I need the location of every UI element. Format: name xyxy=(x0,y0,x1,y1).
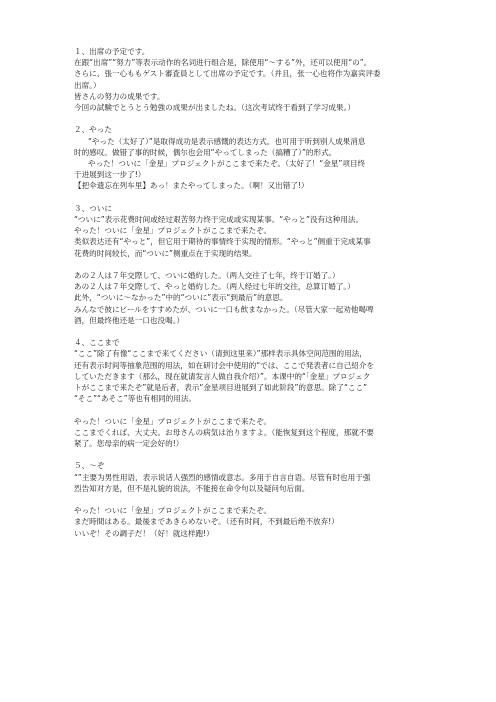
paragraph-line: 此外，“ついに～なかった”中的“ついに”表示“到最后”的意思。 xyxy=(74,293,288,303)
paragraph-line: 皆さんの努力の成果です。 xyxy=(74,91,165,101)
paragraph-line: やった！ついに「金星」プロジェクトがここまで来たぞ。（太好了！“金星”项目终 xyxy=(88,159,366,169)
paragraph-line: “やった（太好了）”是取得成功是表示感慨的表达方式。也可用于听到别人成果消息 xyxy=(88,136,366,146)
paragraph-line: “ついに”表示花费时间或经过艰苦努力终于完成或实现某事。“やっと”没有这种用法。 xyxy=(74,215,364,225)
paragraph-line: やった！ついに「金星」プロジェクトがここまで来たぞ。 xyxy=(74,416,272,426)
paragraph-line: 在跟“出席”“努力”等表示动作的名词进行组合是，除使用“～する”外，还可以使用“の”。 xyxy=(74,58,372,68)
section-spacer xyxy=(74,113,434,124)
document-page xyxy=(74,46,434,539)
paragraph-line xyxy=(74,259,434,270)
paragraph-line: 花费的时间较长，而“ついに”侧重点在于实现的结果。 xyxy=(74,248,257,258)
paragraph-line: 时的感叹。做错了事的时候，偶尔也会用“やってしまった（搞糟了）”的形式。 xyxy=(74,147,337,157)
paragraph-line: 还有表示时间等抽象范围的用法，如在研讨会中使用的“では、ここで発表者に自己紹介を xyxy=(74,360,375,370)
paragraph-line: ここまでくれば、大丈夫。お母さんの病気は治りますよ。（能恢复到这个程度，那就不要 xyxy=(74,427,374,437)
paragraph-line: やった！ついに「金星」プロジェクトがここまで来たぞ。 xyxy=(74,506,272,516)
paragraph-line: していただきます（那么，现在就请发言人做自我介绍）”。本课中的“「金星」プロジェク xyxy=(74,371,371,381)
paragraph-line: 【把伞遗忘在列车里】あっ！またやってしまった。（啊！又出错了!） xyxy=(74,181,309,191)
paragraph-line: 酒，但最终他还是一口也没喝。） xyxy=(74,315,185,325)
paragraph-line: あの２人は７年交際して、やっと婚約した。（两人经过七年的交往，总算订婚了。） xyxy=(74,282,355,292)
paragraph-line: 今回の試験でとうとう勉強の成果が出ましたね。（这次考试终于看到了学习成果。） xyxy=(74,103,355,113)
paragraph-line: さらに、張一心ももゲスト審査員として出席の予定です。（并且，张一心也将作为嘉宾评委 xyxy=(74,69,381,79)
paragraph-line: 出席。） xyxy=(74,80,101,90)
paragraph-line: まだ時間はある。最後まであきらめないぞ。（还有时间，不到最后绝不放弃!） xyxy=(74,517,339,527)
section-heading: １、出席の予定です。 xyxy=(74,47,150,56)
paragraph-line: “”主要为男性用语，表示说话人强烈的感情或意志。多用于自言自语。尽管有时也用于强 xyxy=(74,472,371,482)
paragraph-line: 紧了。您母亲的病一定会好的!） xyxy=(74,439,184,449)
paragraph-line: トがここまで来たぞ”就是后者，表示“金星项目进展到了如此阶段”的意思。除了“ここ” xyxy=(74,383,368,393)
paragraph-line: 烈告知对方是，但不是礼貌的说法，不能接在命令句以及疑问句后面。 xyxy=(74,483,310,493)
section-heading: ３、ついに xyxy=(74,203,112,213)
paragraph-line: やった！ついに「金星」プロジェクトがここまで来たぞ。 xyxy=(74,226,272,236)
paragraph-line xyxy=(74,404,434,415)
section-spacer xyxy=(74,449,434,460)
section-spacer xyxy=(74,192,434,203)
section-heading: ５、～ぞ xyxy=(74,461,105,471)
paragraph-line: みんなで彼にビールをすすめたが、ついに一口も飲まなかった。（尽管大家一起劝他喝啤 xyxy=(74,304,374,314)
section-spacer xyxy=(74,326,434,337)
paragraph-line: いいぞ！その調子だ！（好！就这样跑!） xyxy=(74,528,214,538)
paragraph-line: 于进展到这一步了!） xyxy=(74,170,146,180)
paragraph-line: 类似表达还有“やっと”，但它用于期待的事情终于实现的情形。“やっと”侧重于完成某事 xyxy=(74,237,371,247)
section-heading: ２、やった xyxy=(74,125,112,135)
paragraph-line: “そこ”“あそこ”等也有相同的用法。 xyxy=(74,394,197,404)
paragraph-line: あの２人は７年交際して、ついに婚約した。（两人交往了七年，终于订婚了。） xyxy=(74,271,340,281)
paragraph-line xyxy=(74,494,434,505)
section-heading: ４、ここまで xyxy=(74,338,120,348)
paragraph-line: “ここ”除了有像“ここまで来てください（请到这里来）”那样表示具体空间范围的用法， xyxy=(74,349,367,359)
